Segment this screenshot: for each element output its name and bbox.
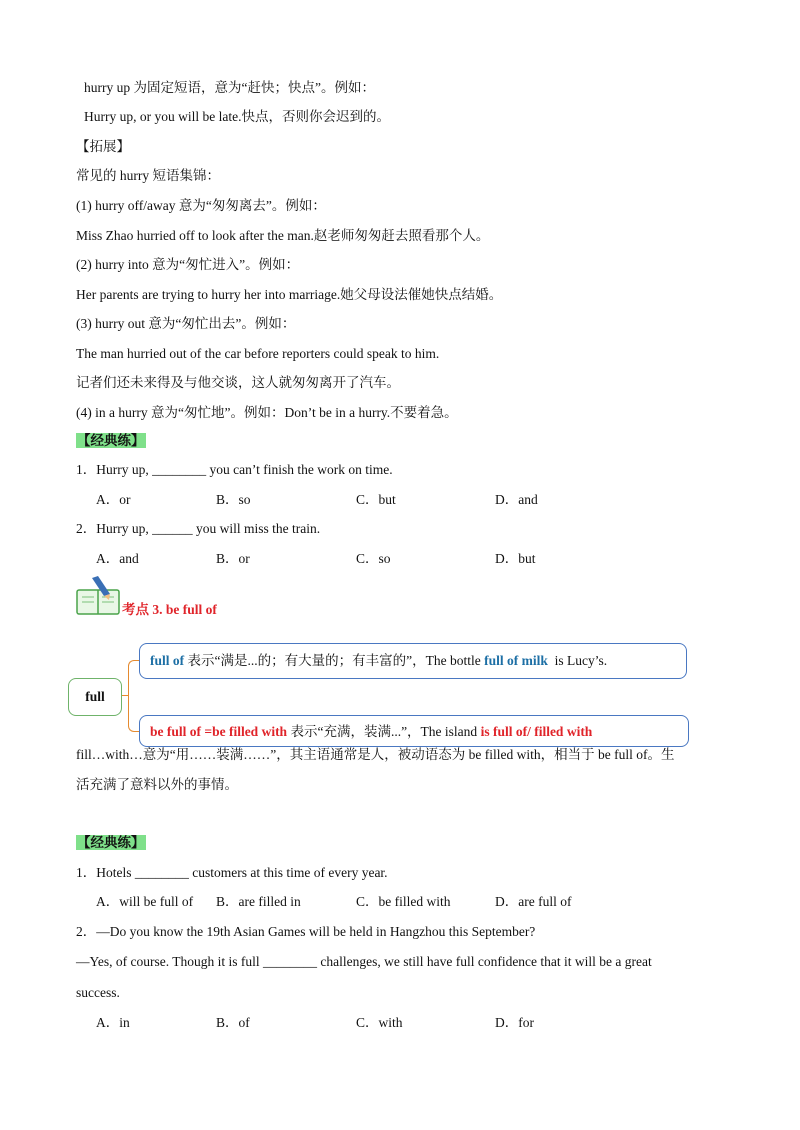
option-a: A．in <box>96 1015 130 1030</box>
option-b: B．are filled in <box>216 894 301 909</box>
question-stem: 2．—Do you know the 19th Asian Games will be held in Hangzhou this September? <box>76 924 536 939</box>
question-stem: 1．Hotels ________ customers at this time of every year. <box>76 865 388 880</box>
question-stem-cont: —Yes, of course. Though it is full ________ challenges, we still have full confidence that it will be a great <box>76 954 652 969</box>
text-line: 活充满了意料以外的事情。 <box>76 777 238 792</box>
text-line: hurry up 为固定短语，意为“赶快；快点”。例如： <box>84 80 375 95</box>
mindmap-node-full-of <box>139 643 687 679</box>
node-text: 表示“充满，装满...”，The island <box>287 724 481 739</box>
node-text: 表示“满是...的；有大量的；有丰富的”，The bottle <box>184 653 485 668</box>
option-a: A．will be full of <box>96 894 194 909</box>
text-line: Miss Zhao hurried off to look after the man.赵老师匆匆赶去照看那个人。 <box>76 228 490 243</box>
option-c: C．be filled with <box>356 894 451 909</box>
practice-heading: 【经典练】 <box>77 433 145 448</box>
question-stem: 1．Hurry up, ________ you can’t finish the work on time. <box>76 462 393 477</box>
text-line: (4) in a hurry 意为“匆忙地”。例如：Don’t be in a hurry.不要着急。 <box>76 405 458 420</box>
text-line: (2) hurry into 意为“匆忙进入”。例如： <box>76 257 300 272</box>
option-b: B．so <box>216 492 251 507</box>
text-line: The man hurried out of the car before reporters could speak to him. <box>76 346 440 361</box>
section-label: 【拓展】 <box>76 139 130 154</box>
section-title: 考点 3. be full of <box>122 602 217 617</box>
book-pencil-icon <box>76 576 122 616</box>
option-d: D．but <box>495 551 536 566</box>
option-d: D．are full of <box>495 894 572 909</box>
term-full-of: full of <box>150 653 185 668</box>
text-line: 记者们还未来得及与他交谈，这人就匆匆离开了汽车。 <box>76 375 400 390</box>
option-c: C．with <box>356 1015 403 1030</box>
mindmap-connector <box>122 695 128 696</box>
mindmap-node-be-full-of <box>139 715 689 747</box>
option-a: A．or <box>96 492 131 507</box>
text-line: (1) hurry off/away 意为“匆匆离去”。例如： <box>76 198 326 213</box>
example-highlight: full of milk <box>484 653 548 668</box>
option-b: B．or <box>216 551 250 566</box>
term-be-full-of: be full of =be filled with <box>150 724 288 739</box>
text-line: fill…with…意为“用……装满……”，其主语通常是人，被动语态为 be filled with，相当于 be full of。生 <box>76 747 675 762</box>
text-line: Hurry up, or you will be late.快点，否则你会迟到的。 <box>84 109 390 124</box>
option-d: D．and <box>495 492 538 507</box>
practice-heading: 【经典练】 <box>77 835 145 850</box>
question-stem-cont: success. <box>76 985 120 1000</box>
option-a: A．and <box>96 551 139 566</box>
mindmap-root: full <box>68 678 122 716</box>
text-line: Her parents are trying to hurry her into marriage.她父母设法催她快点结婚。 <box>76 287 503 302</box>
option-c: C．but <box>356 492 396 507</box>
node-text: is Lucy’s. <box>547 653 608 668</box>
option-b: B．of <box>216 1015 250 1030</box>
text-line: 常见的 hurry 短语集锦： <box>76 168 220 183</box>
example-highlight: is full of/ filled with <box>480 724 593 739</box>
text-line: (3) hurry out 意为“匆忙出去”。例如： <box>76 316 296 331</box>
option-d: D．for <box>495 1015 534 1030</box>
question-stem: 2．Hurry up, ______ you will miss the train. <box>76 521 321 536</box>
option-c: C．so <box>356 551 391 566</box>
